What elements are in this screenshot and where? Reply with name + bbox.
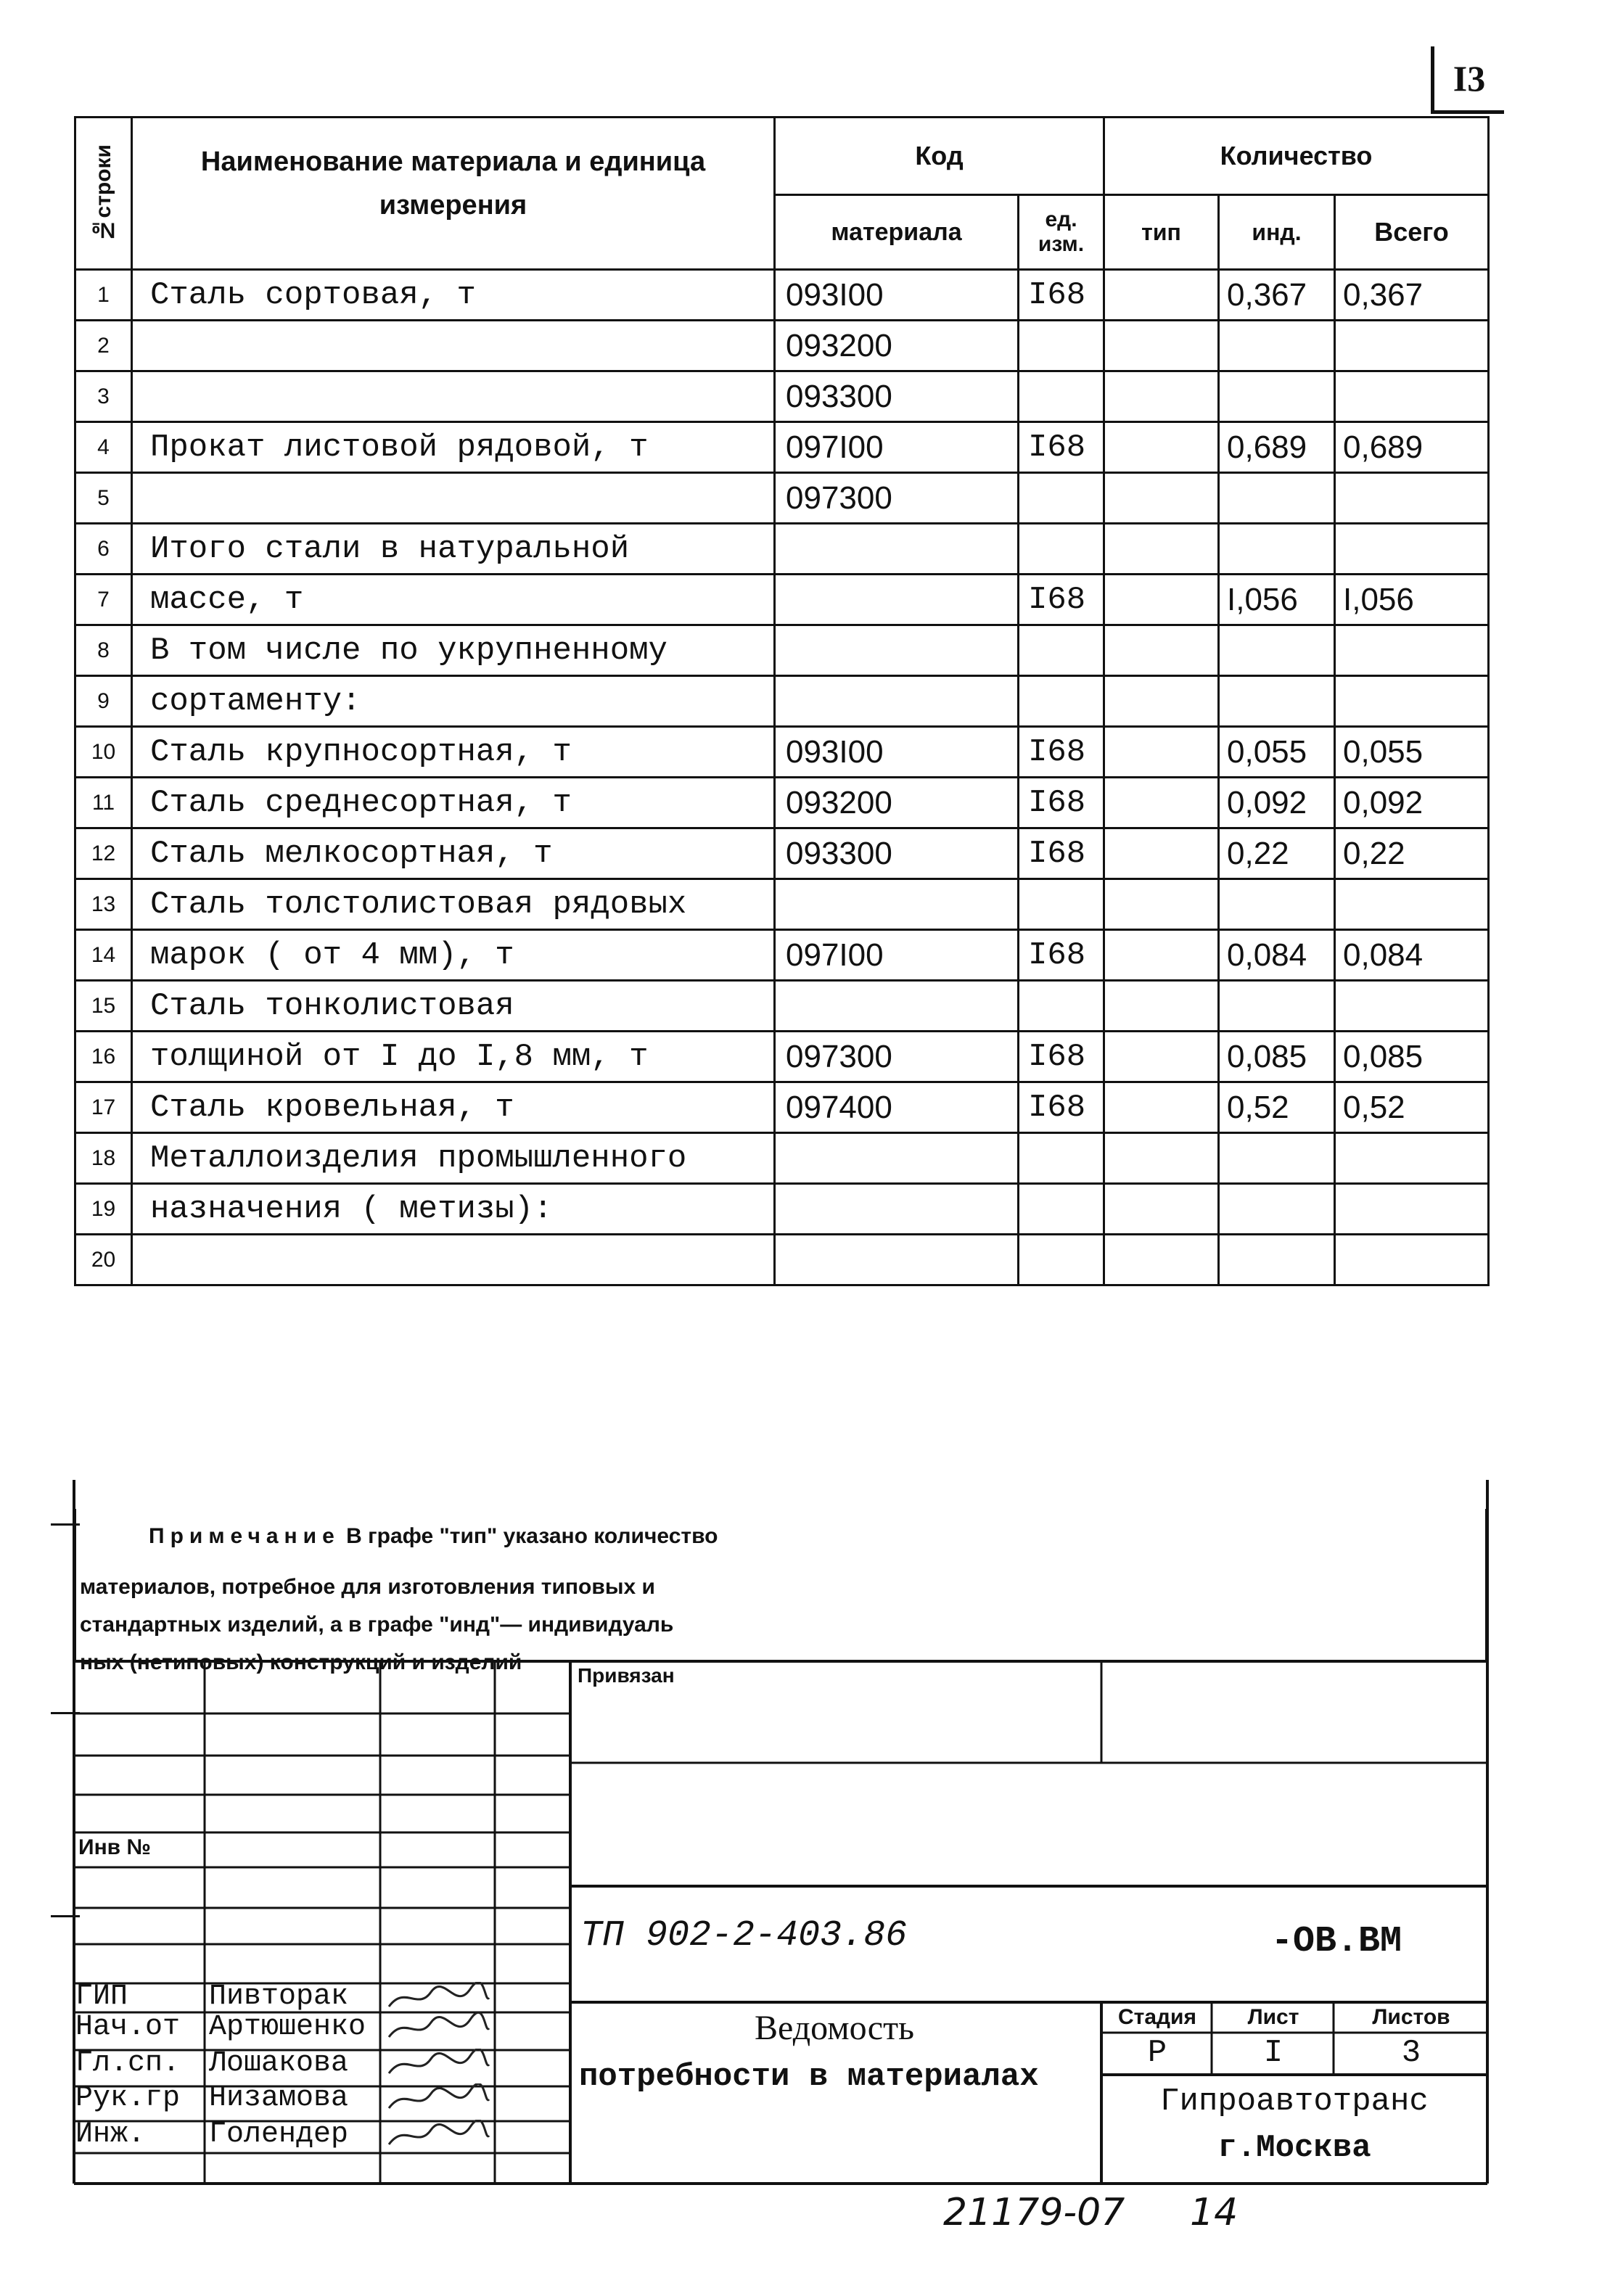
row-individual: 0,689 (1219, 422, 1335, 473)
document-title-line-1: Ведомость (755, 2009, 914, 2047)
row-number: 7 (75, 575, 132, 625)
row-number: 17 (75, 1082, 132, 1133)
row-name: толщиной от I до I,8 мм, т (132, 1032, 775, 1082)
row-number: 5 (75, 473, 132, 524)
row-name: Сталь кровельная, т (132, 1082, 775, 1133)
row-name: Итого стали в натуральной (132, 524, 775, 575)
signer-name: Лошакова (209, 2047, 349, 2080)
row-number: 1 (75, 270, 132, 321)
document-code: ТП 902-2-403.86 (580, 1915, 908, 1956)
sheets-value: 3 (1401, 2035, 1421, 2071)
row-code: 097400 (775, 1082, 1019, 1133)
row-unit: I68 (1019, 575, 1104, 625)
document-title-line-2: потребности в материалах (579, 2059, 1039, 2095)
row-code: 093I00 (775, 727, 1019, 778)
organization-city: г.Москва (1217, 2130, 1371, 2166)
row-code: 093200 (775, 778, 1019, 828)
row-number: 16 (75, 1032, 132, 1082)
signer-role: ГИП (75, 1980, 128, 2013)
row-name: Сталь крупносортная, т (132, 727, 775, 778)
row-name: Металлоизделия промышленного (132, 1133, 775, 1184)
row-code: 097300 (775, 1032, 1019, 1082)
row-total: 0,22 (1335, 828, 1489, 879)
row-total: 0,367 (1335, 270, 1489, 321)
stage-label: Стадия (1117, 2005, 1197, 2029)
row-individual: 0,055 (1219, 727, 1335, 778)
row-number: 6 (75, 524, 132, 575)
row-name: марок ( от 4 мм), т (132, 930, 775, 981)
signer-role: Гл.сп. (75, 2047, 181, 2080)
row-unit: I68 (1019, 270, 1104, 321)
header-individual: инд. (1219, 195, 1335, 270)
row-name: Сталь тонколистовая (132, 981, 775, 1032)
note-line-4: ных (нетиповых) конструкций и изделий (80, 1650, 522, 1674)
row-number: 3 (75, 371, 132, 422)
row-name: назначения ( метизы): (132, 1184, 775, 1235)
header-row-no: №строки (75, 118, 132, 270)
row-name: сортаменту: (132, 676, 775, 727)
footer-number: 21179-07 (943, 2191, 1125, 2234)
row-total: 0,084 (1335, 930, 1489, 981)
row-number: 19 (75, 1184, 132, 1235)
row-name: В том числе по укрупненному (132, 625, 775, 676)
signer-role: Рук.гр (75, 2082, 181, 2115)
row-unit: I68 (1019, 778, 1104, 828)
row-individual: 0,367 (1219, 270, 1335, 321)
row-individual: 0,084 (1219, 930, 1335, 981)
organization-name: Гипроавтотранс (1160, 2083, 1429, 2120)
row-name: массе, т (132, 575, 775, 625)
row-code: 097I00 (775, 930, 1019, 981)
sheet-label: Лист (1247, 2005, 1299, 2029)
row-number: 18 (75, 1133, 132, 1184)
signer-name: Пивторак (209, 1980, 349, 2013)
row-individual: 0,22 (1219, 828, 1335, 879)
row-unit: I68 (1019, 422, 1104, 473)
stage-value: Р (1147, 2035, 1167, 2071)
row-number: 2 (75, 321, 132, 371)
note-line-3: стандартных изделий, а в графе "инд"— индивидуаль (80, 1613, 674, 1637)
header-name: Наименование материала и единица измерения (132, 118, 775, 270)
signature-mark (383, 2049, 492, 2081)
sheet-value: I (1263, 2035, 1283, 2071)
row-number: 15 (75, 981, 132, 1032)
row-code: 097I00 (775, 422, 1019, 473)
row-code: 097300 (775, 473, 1019, 524)
header-unit: ед. изм. (1019, 195, 1104, 270)
row-total: 0,689 (1335, 422, 1489, 473)
row-unit: I68 (1019, 1032, 1104, 1082)
footer-page: 14 (1190, 2191, 1239, 2234)
row-name: Сталь толстолистовая рядовых (132, 879, 775, 930)
row-code: 093200 (775, 321, 1019, 371)
row-number: 8 (75, 625, 132, 676)
row-code: 093I00 (775, 270, 1019, 321)
signer-role: Нач.от (75, 2011, 181, 2044)
row-number: 11 (75, 778, 132, 828)
row-code: 093300 (775, 371, 1019, 422)
row-code: 093300 (775, 828, 1019, 879)
row-number: 20 (75, 1235, 132, 1285)
row-unit: I68 (1019, 828, 1104, 879)
signer-role: Инж. (75, 2118, 146, 2151)
signer-name: Артюшенко (209, 2011, 366, 2044)
row-individual: 0,52 (1219, 1082, 1335, 1133)
signer-name: Низамова (209, 2082, 349, 2115)
header-quantity: Количество (1104, 118, 1489, 195)
signature-mark (383, 2120, 492, 2152)
note-line-1: В графе "тип" указано количество (346, 1524, 718, 1548)
signature-mark (383, 2012, 492, 2044)
row-unit: I68 (1019, 930, 1104, 981)
row-total: 0,52 (1335, 1082, 1489, 1133)
row-total: 0,055 (1335, 727, 1489, 778)
signature-mark (383, 2083, 492, 2115)
row-number: 13 (75, 879, 132, 930)
row-name: Сталь среднесортная, т (132, 778, 775, 828)
row-total: I,056 (1335, 575, 1489, 625)
row-individual: 0,092 (1219, 778, 1335, 828)
note-word: Примечание (149, 1524, 340, 1548)
header-type: тип (1104, 195, 1219, 270)
document-suffix: -ОВ.ВМ (1271, 1921, 1402, 1962)
row-unit: I68 (1019, 727, 1104, 778)
row-name: Сталь мелкосортная, т (132, 828, 775, 879)
header-material: материала (775, 195, 1019, 270)
row-individual: 0,085 (1219, 1032, 1335, 1082)
sheets-label: Листов (1372, 2005, 1450, 2029)
row-name: Прокат листовой рядовой, т (132, 422, 775, 473)
note-line-2: материалов, потребное для изготовления типовых и (80, 1575, 655, 1599)
row-total: 0,085 (1335, 1032, 1489, 1082)
signer-name: Голендер (209, 2118, 349, 2151)
row-name: Сталь сортовая, т (132, 270, 775, 321)
row-number: 14 (75, 930, 132, 981)
header-total: Всего (1335, 195, 1489, 270)
row-individual: I,056 (1219, 575, 1335, 625)
header-code: Код (775, 118, 1104, 195)
signature-mark (383, 1982, 492, 2014)
row-total: 0,092 (1335, 778, 1489, 828)
linked-label: Привязан (578, 1664, 675, 1687)
row-unit: I68 (1019, 1082, 1104, 1133)
row-number: 10 (75, 727, 132, 778)
sheet-number: I3 (1431, 46, 1504, 114)
inv-number-label: Инв № (78, 1835, 151, 1859)
row-number: 12 (75, 828, 132, 879)
row-number: 4 (75, 422, 132, 473)
row-number: 9 (75, 676, 132, 727)
